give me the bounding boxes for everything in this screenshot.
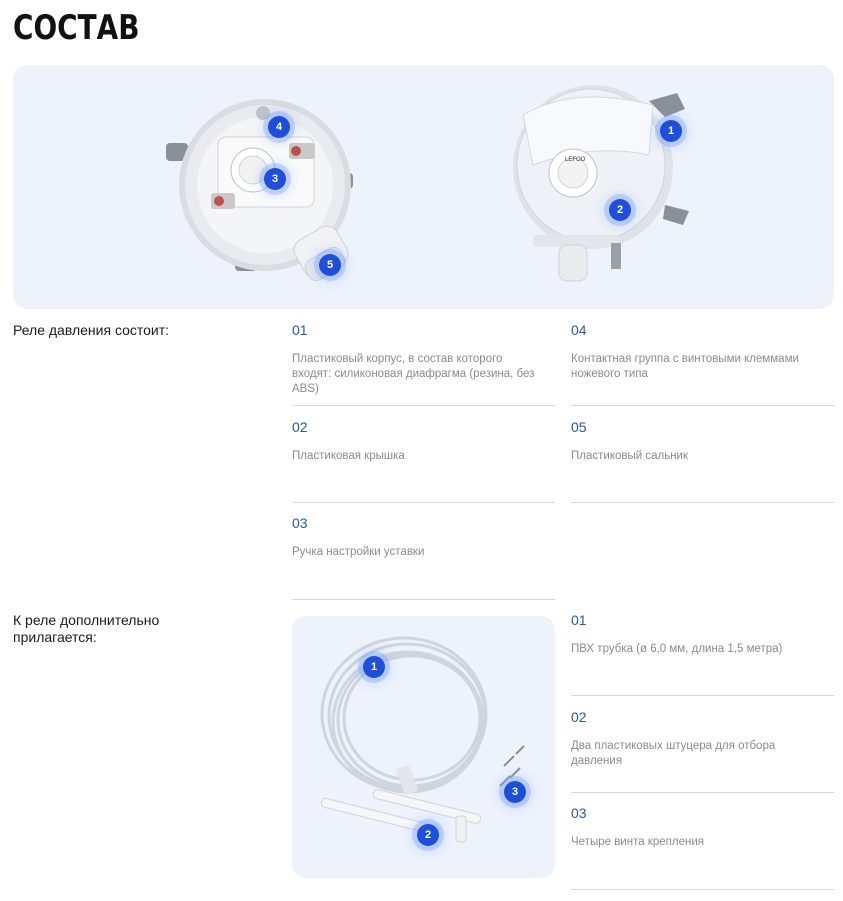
composition-item-05 <box>571 419 834 503</box>
item-description: Ручка настройки уставки <box>292 546 425 558</box>
divider <box>571 502 834 503</box>
item-number: 05 <box>571 419 587 435</box>
marker-1[interactable]: 1 <box>660 120 682 142</box>
item-number: 04 <box>571 322 587 338</box>
divider <box>292 502 555 503</box>
item-description: Пластиковый сальник <box>571 450 689 462</box>
accessory-item-01 <box>571 612 834 696</box>
composition-item-04 <box>571 322 834 406</box>
divider <box>571 792 834 793</box>
product-image-panel <box>13 65 834 309</box>
accessories-image-panel <box>292 616 555 878</box>
accessory-item-03 <box>571 805 834 891</box>
divider <box>571 889 834 890</box>
item-description: Два пластиковых штуцера для отбора давления <box>571 740 776 767</box>
marker-4[interactable]: 4 <box>268 116 290 138</box>
item-number: 01 <box>292 322 308 338</box>
marker-2[interactable]: 2 <box>609 199 631 221</box>
item-number: 03 <box>571 805 587 821</box>
item-number: 02 <box>292 419 308 435</box>
composition-label: Реле давления состоит: <box>13 322 170 338</box>
item-description: ПВХ трубка (ø 6,0 мм, длина 1,5 метра) <box>571 643 783 655</box>
dial-brand-text: LEFOO <box>565 157 586 163</box>
composition-item-01 <box>292 322 555 406</box>
accessories-label: К реле дополнительно прилагается: <box>13 612 160 645</box>
item-description: Пластиковый корпус, в состав которого входят: силиконовая диафрагма (резина, без ABS) <box>292 353 535 395</box>
page-title: СОСТАВ <box>13 8 140 48</box>
accessory-marker-3[interactable]: 3 <box>504 781 526 803</box>
item-number: 02 <box>571 709 587 725</box>
item-description: Четыре винта крепления <box>571 836 704 848</box>
divider <box>292 599 555 600</box>
marker-5[interactable]: 5 <box>319 254 341 276</box>
composition-item-02 <box>292 419 555 503</box>
item-number: 01 <box>571 612 587 628</box>
divider <box>571 695 834 696</box>
pressure-switch-open-image <box>13 65 834 309</box>
accessory-marker-1[interactable]: 1 <box>363 656 385 678</box>
divider <box>292 405 555 406</box>
item-description: Контактная группа с винтовыми клеммами ножевого типа <box>571 353 799 380</box>
divider <box>571 405 834 406</box>
item-number: 03 <box>292 515 308 531</box>
accessory-marker-2[interactable]: 2 <box>417 824 439 846</box>
item-description: Пластиковая крышка <box>292 450 405 462</box>
marker-3[interactable]: 3 <box>264 168 286 190</box>
accessory-item-02 <box>571 709 834 793</box>
composition-item-03 <box>292 515 555 599</box>
